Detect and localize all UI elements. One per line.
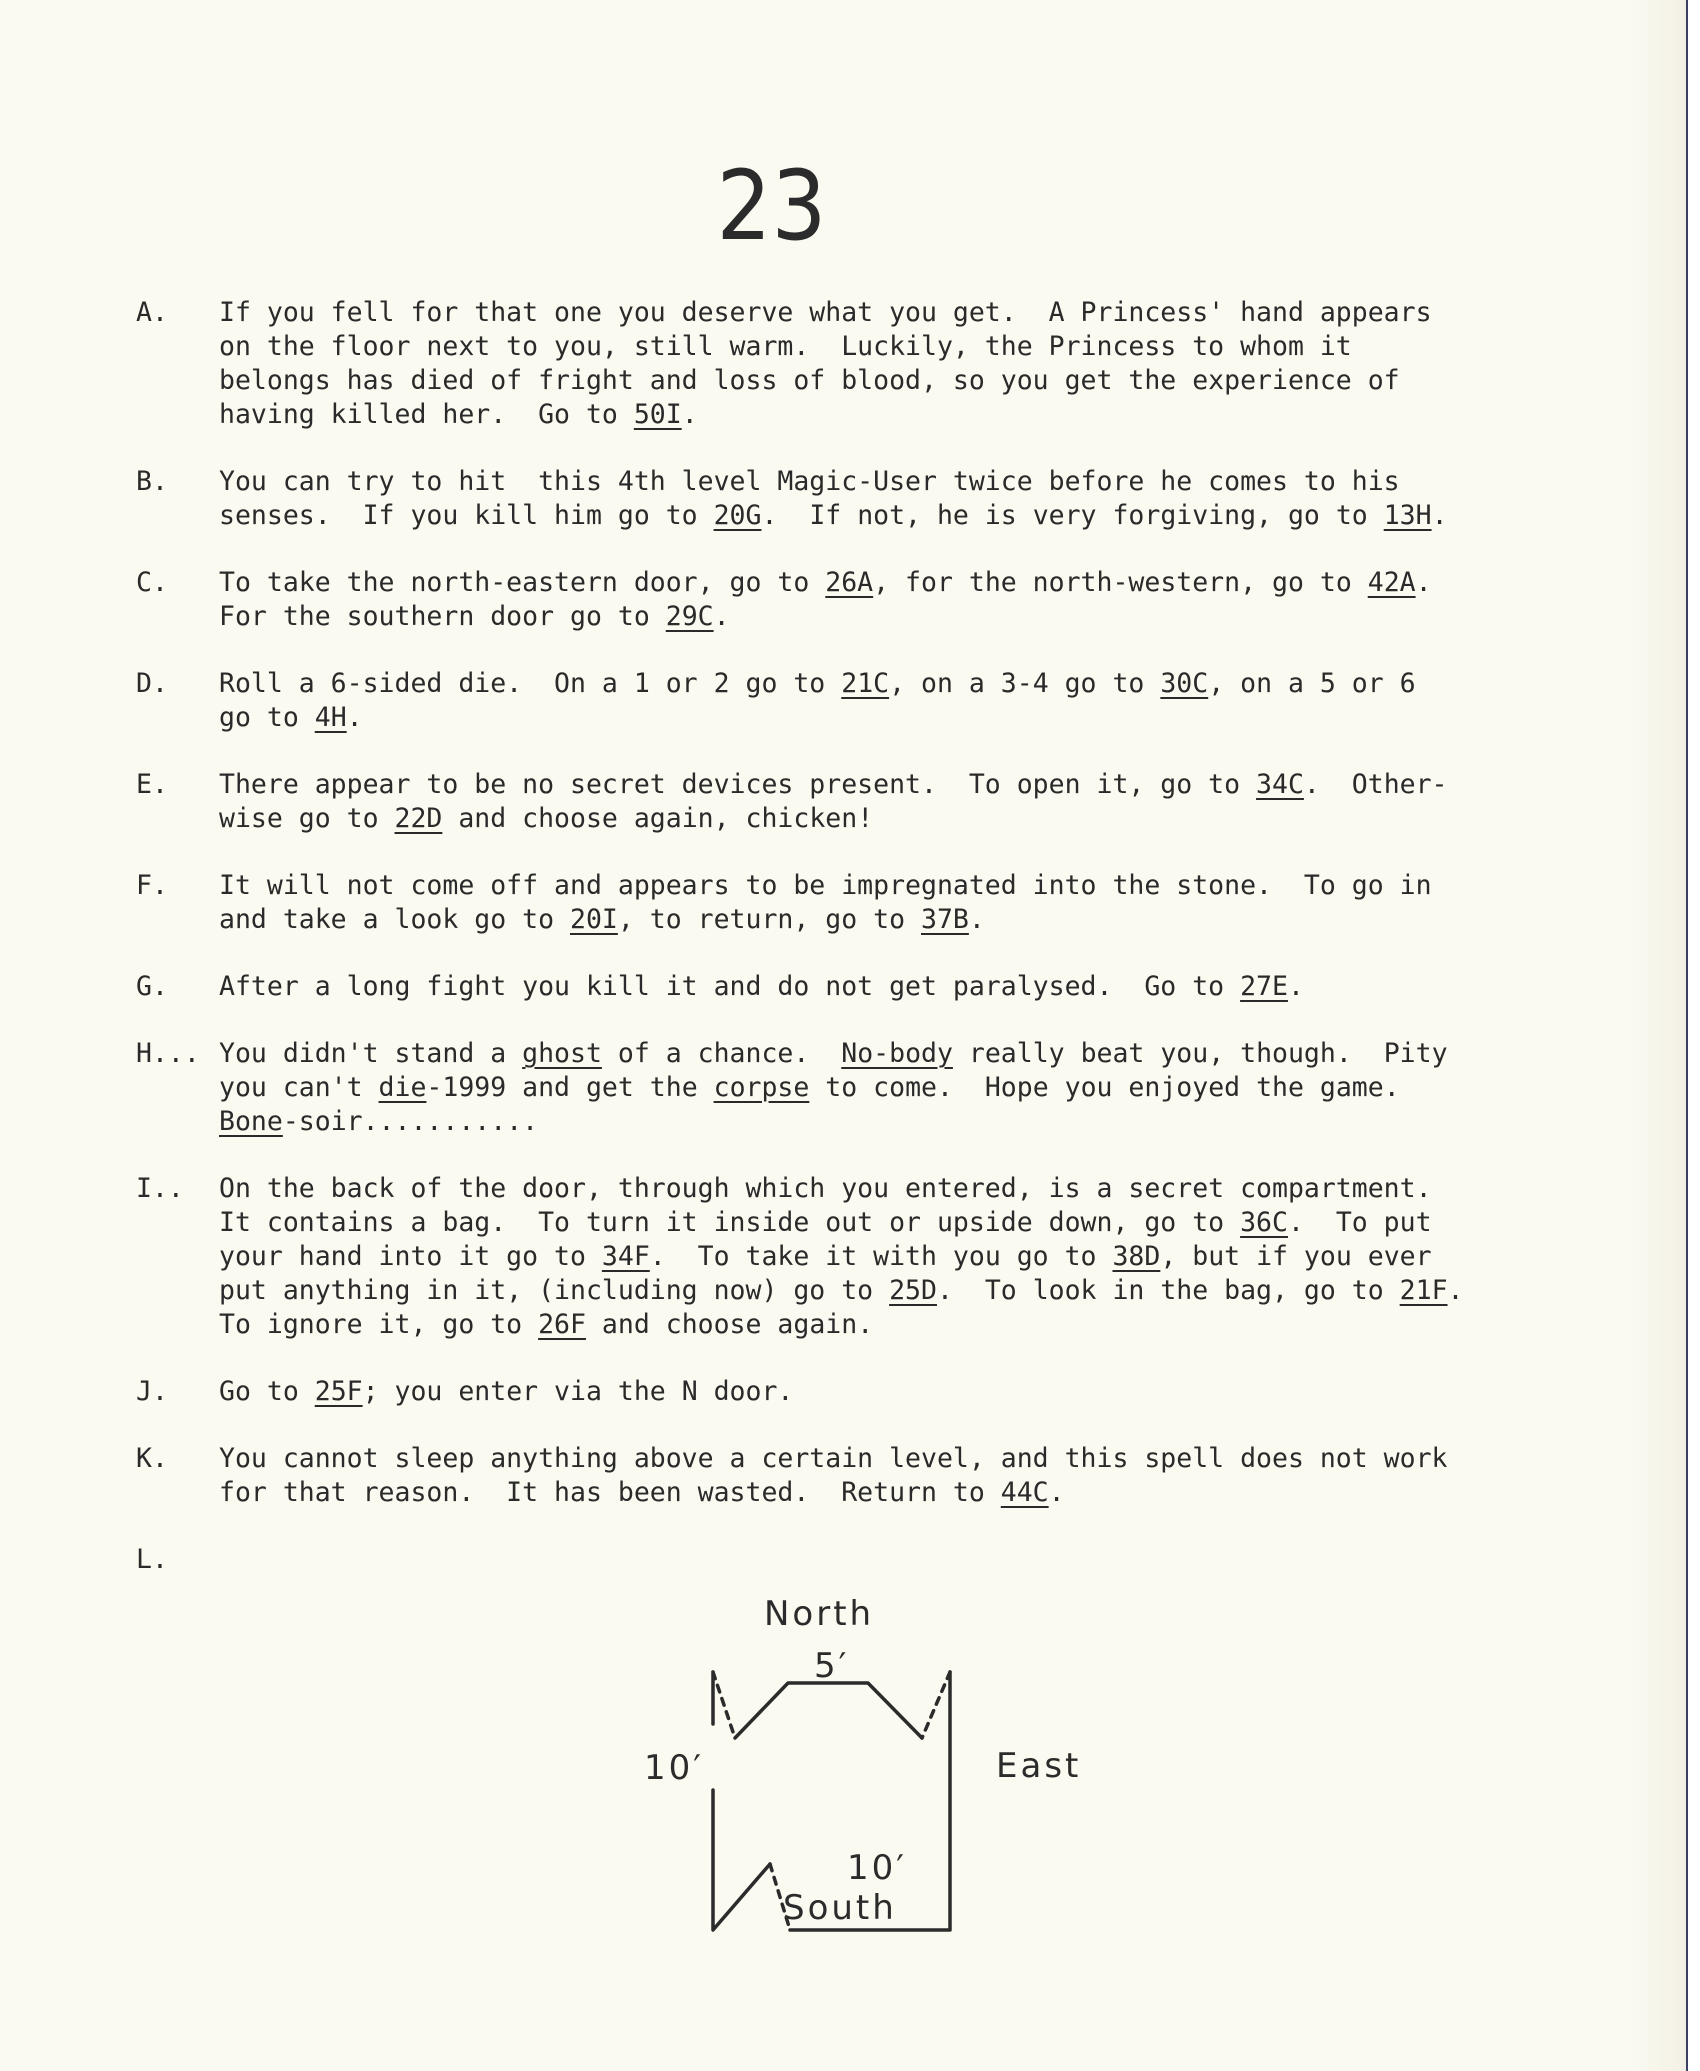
entry-e xyxy=(136,768,1536,836)
section-reference-link[interactable]: 37B xyxy=(921,904,969,935)
section-reference-link[interactable]: 34F xyxy=(601,1241,650,1272)
entry-text-segment: -1999 and get the xyxy=(426,1072,714,1103)
entry-line xyxy=(219,330,1539,364)
entry-text-segment: , for the north-western, go to xyxy=(873,567,1368,598)
section-reference-link[interactable]: 13H xyxy=(1383,500,1432,531)
entry-line xyxy=(219,1037,1539,1071)
section-reference-link[interactable]: ghost xyxy=(522,1038,602,1069)
entry-line xyxy=(219,1172,1539,1206)
entry-text-segment: to come. Hope you enjoyed the game. xyxy=(809,1072,1400,1103)
section-reference-link[interactable]: 25D xyxy=(889,1275,937,1306)
section-reference-link[interactable]: No-body xyxy=(841,1038,953,1069)
section-reference-link[interactable]: 26A xyxy=(825,567,874,598)
entry-text xyxy=(219,1375,1539,1409)
entry-line xyxy=(219,499,1539,533)
entry-line xyxy=(219,1206,1539,1240)
entry-text-segment: and take a look go to xyxy=(219,904,570,935)
entry-line xyxy=(219,667,1539,701)
entry-text-segment: It will not come off and appears to be impregnated into the stone. To go in xyxy=(219,870,1432,901)
section-reference-link[interactable]: 21C xyxy=(841,668,890,699)
entry-text-segment: There appear to be no secret devices present. To open it, go to xyxy=(219,769,1257,800)
entry-text-segment: For the southern door go to xyxy=(219,601,666,632)
entry-line xyxy=(219,1308,1539,1342)
entry-line xyxy=(219,1071,1539,1105)
entry-line xyxy=(219,296,1539,330)
map-dimension-left: 10′ xyxy=(644,1748,704,1788)
entry-text-segment: . xyxy=(1431,500,1448,531)
entry-f xyxy=(136,869,1536,937)
entry-d xyxy=(136,667,1536,735)
section-reference-link[interactable]: 29C xyxy=(665,601,714,632)
section-reference-link[interactable]: 38D xyxy=(1112,1241,1161,1272)
entry-text-segment: Roll a 6-sided die. On a 1 or 2 go to xyxy=(219,668,842,699)
room-wall-north xyxy=(735,1683,922,1738)
entry-line xyxy=(219,701,1539,735)
door-northwest xyxy=(713,1672,735,1738)
entry-text-segment: really beat you, though. Pity xyxy=(952,1038,1448,1069)
entry-text-segment: . If not, he is very forgiving, go to xyxy=(761,500,1384,531)
section-reference-link[interactable]: 20G xyxy=(713,500,762,531)
entry-text-segment: After a long fight you kill it and do not get paralysed. Go to xyxy=(219,971,1241,1002)
entry-list xyxy=(136,296,1536,1610)
entry-text-segment: On the back of the door, through which you entered, is a secret compartment. xyxy=(219,1173,1432,1204)
entry-line xyxy=(219,1105,1539,1139)
entry-text-segment: . xyxy=(346,702,363,733)
map-dimension-top: 5′ xyxy=(814,1646,850,1686)
entry-text-segment: go to xyxy=(219,702,315,733)
entry-letter: J. xyxy=(136,1376,168,1407)
entry-line xyxy=(219,802,1539,836)
entry-text xyxy=(219,768,1539,836)
entry-text xyxy=(219,465,1539,533)
entry-letter: F. xyxy=(136,870,168,901)
entry-text xyxy=(219,970,1539,1004)
entry-line xyxy=(219,398,1539,432)
entry-text-segment: . xyxy=(1287,971,1304,1002)
room-map xyxy=(620,1590,1140,1950)
entry-text xyxy=(219,1442,1539,1510)
entry-letter: H... xyxy=(136,1038,200,1069)
entry-text-segment: . Other- xyxy=(1303,769,1448,800)
entry-a xyxy=(136,296,1536,432)
entry-letter: L. xyxy=(136,1544,168,1575)
entry-h xyxy=(136,1037,1536,1139)
entry-line xyxy=(219,1375,1539,1409)
entry-text-segment: Go to xyxy=(219,1376,315,1407)
entry-text-segment: . To put xyxy=(1287,1207,1432,1238)
entry-text-segment: You didn't stand a xyxy=(219,1038,523,1069)
map-dimension-bottom: 10′ xyxy=(847,1848,907,1888)
entry-text-segment: . xyxy=(713,601,730,632)
section-reference-link[interactable]: 44C xyxy=(1000,1477,1049,1508)
entry-letter: E. xyxy=(136,769,168,800)
entry-line xyxy=(219,903,1539,937)
section-reference-link[interactable]: Bone xyxy=(219,1106,283,1137)
door-northeast xyxy=(922,1672,950,1738)
entry-k xyxy=(136,1442,1536,1510)
entry-text-segment: your hand into it go to xyxy=(219,1241,602,1272)
entry-line xyxy=(219,600,1539,634)
entry-letter: D. xyxy=(136,668,168,699)
entry-text-segment: for that reason. It has been wasted. Return to xyxy=(219,1477,1001,1508)
entry-l xyxy=(136,1543,1536,1577)
entry-letter: K. xyxy=(136,1443,168,1474)
entry-text-segment: . xyxy=(1048,1477,1065,1508)
entry-line xyxy=(219,1240,1539,1274)
entry-letter: B. xyxy=(136,466,168,497)
entry-text-segment: having killed her. Go to xyxy=(219,399,634,430)
map-label-south: South xyxy=(783,1888,897,1928)
entry-letter: I.. xyxy=(136,1173,184,1204)
entry-text-segment: ; you enter via the N door. xyxy=(362,1376,794,1407)
entry-text-segment: . xyxy=(1415,567,1432,598)
section-reference-link[interactable]: die xyxy=(378,1072,427,1103)
section-reference-link[interactable]: 50I xyxy=(633,399,682,430)
entry-text-segment: of a chance. xyxy=(601,1038,842,1069)
entry-j xyxy=(136,1375,1536,1409)
entry-text-segment: . xyxy=(968,904,985,935)
entry-text xyxy=(219,869,1539,937)
entry-text-segment: . To take it with you go to xyxy=(649,1241,1113,1272)
entry-text-segment: . xyxy=(1447,1275,1464,1306)
entry-text-segment: It contains a bag. To turn it inside out or upside down, go to xyxy=(219,1207,1241,1238)
entry-text-segment: belongs has died of fright and loss of blood, so you get the experience of xyxy=(219,365,1400,396)
entry-b xyxy=(136,465,1536,533)
entry-text xyxy=(219,667,1539,735)
entry-text-segment: If you fell for that one you deserve what you get. A Princess' hand appears xyxy=(219,297,1432,328)
entry-text-segment: and choose again. xyxy=(585,1309,874,1340)
entry-text xyxy=(219,296,1539,432)
binder-edge xyxy=(1686,0,1700,2071)
entry-line xyxy=(219,970,1539,1004)
room-wall-southwest xyxy=(713,1790,770,1930)
entry-text-segment: You can try to hit this 4th level Magic-User twice before he comes to his xyxy=(219,466,1400,497)
page-number: 23 xyxy=(716,150,827,262)
section-reference-link[interactable]: 30C xyxy=(1160,668,1209,699)
entry-text-segment: wise go to xyxy=(219,803,395,834)
entry-line xyxy=(219,1442,1539,1476)
entry-g xyxy=(136,970,1536,1004)
entry-text xyxy=(219,1037,1539,1139)
section-reference-link[interactable]: 36C xyxy=(1240,1207,1288,1238)
entry-letter: G. xyxy=(136,971,168,1002)
section-reference-link[interactable]: 20I xyxy=(570,904,618,935)
section-reference-link[interactable]: 22D xyxy=(394,803,443,834)
section-reference-link[interactable]: 25F xyxy=(314,1376,363,1407)
entry-text-segment: -soir........... xyxy=(282,1106,539,1137)
entry-line xyxy=(219,1274,1539,1308)
entry-text-segment: . xyxy=(681,399,698,430)
section-reference-link[interactable]: 27E xyxy=(1240,971,1288,1002)
entry-text-segment: on the floor next to you, still warm. Luckily, the Princess to whom it xyxy=(219,331,1352,362)
entry-text-segment: , on a 3-4 go to xyxy=(889,668,1161,699)
map-label-north: North xyxy=(764,1594,875,1634)
entry-text-segment: . To look in the bag, go to xyxy=(936,1275,1400,1306)
entry-text-segment: To ignore it, go to xyxy=(219,1309,539,1340)
entry-text xyxy=(219,566,1539,634)
section-reference-link[interactable]: corpse xyxy=(713,1072,810,1103)
entry-text-segment: , on a 5 or 6 xyxy=(1208,668,1416,699)
entry-line xyxy=(219,1476,1539,1510)
entry-letter: C. xyxy=(136,567,168,598)
entry-text-segment: You cannot sleep anything above a certain level, and this spell does not work xyxy=(219,1443,1448,1474)
section-reference-link[interactable]: 34C xyxy=(1256,769,1304,800)
entry-text-segment: and choose again, chicken! xyxy=(442,803,874,834)
entry-text-segment: , but if you ever xyxy=(1160,1241,1432,1272)
entry-line xyxy=(219,869,1539,903)
entry-line xyxy=(219,566,1539,600)
section-reference-link[interactable]: 26F xyxy=(538,1309,586,1340)
entry-text-segment: senses. If you kill him go to xyxy=(219,500,714,531)
entry-text-segment: To take the north-eastern door, go to xyxy=(219,567,826,598)
entry-i xyxy=(136,1172,1536,1342)
section-reference-link[interactable]: 4H xyxy=(314,702,347,733)
entry-text-segment: , to return, go to xyxy=(617,904,922,935)
entry-line xyxy=(219,768,1539,802)
section-reference-link[interactable]: 42A xyxy=(1367,567,1416,598)
entry-c xyxy=(136,566,1536,634)
entry-line xyxy=(219,465,1539,499)
entry-text-segment: you can't xyxy=(219,1072,379,1103)
entry-text xyxy=(219,1172,1539,1342)
map-label-east: East xyxy=(996,1746,1082,1786)
entry-line xyxy=(219,364,1539,398)
entry-text-segment: put anything in it, (including now) go to xyxy=(219,1275,890,1306)
entry-letter: A. xyxy=(136,297,168,328)
section-reference-link[interactable]: 21F xyxy=(1399,1275,1448,1306)
entry-text xyxy=(219,1543,1539,1577)
